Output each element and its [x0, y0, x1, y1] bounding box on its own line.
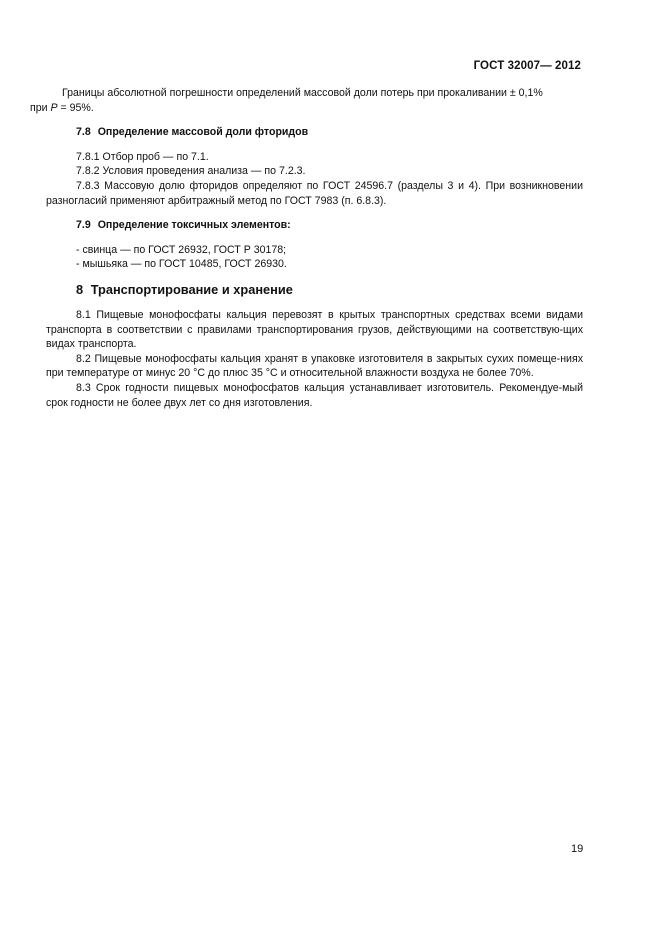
limits-line-2-prefix: при [30, 101, 51, 114]
section-8-title: Транспортирование и хранение [90, 281, 293, 297]
limits-line-2-suffix: = 95%. [57, 101, 94, 114]
item-7-8-1: 7.8.1 Отбор проб — по 7.1. [76, 150, 209, 163]
document-id-header: ГОСТ 32007— 2012 [473, 60, 581, 72]
toxic-element-arsenic: - мышьяка — по ГОСТ 10485, ГОСТ 26930. [76, 258, 287, 271]
paragraph-8-1: 8.1 Пищевые монофосфаты кальция перевозят в крытых транспортных средствах всеми видами транспорта в соответствии с правилами транспортирования грузов, действующими на соответствую-щих видах транспорта. [46, 308, 583, 351]
paragraph-8-2: 8.2 Пищевые монофосфаты кальция хранят в упаковке изготовителя в закрытых сухих помеще-ниях при температуре от минус 20 °С до плюс 35 °С и относительной влажности воздуха не более 70%. [46, 352, 583, 380]
limits-line-1: Границы абсолютной погрешности определений массовой доли потерь при прокаливании ± 0,1% [62, 87, 543, 99]
section-7-8-number: 7.8 [76, 126, 91, 139]
item-7-8-2: 7.8.2 Условия проведения анализа — по 7.2.3. [76, 165, 306, 178]
page-content [30, 86, 583, 410]
item-7-8-3: 7.8.3 Массовую долю фторидов определяют по ГОСТ 24596.7 (разделы 3 и 4). При возникновении разногласий применяют арбитражный метод по ГОСТ 7983 (п. 6.8.3). [46, 179, 583, 207]
section-7-9-title: Определение токсичных элементов: [97, 219, 291, 232]
section-8-heading [46, 282, 583, 298]
section-7-8-heading [46, 125, 583, 140]
toxic-element-lead: - свинца — по ГОСТ 26932, ГОСТ Р 30178; [76, 243, 287, 256]
section-7-8-title: Определение массовой доли фторидов [97, 126, 309, 139]
limits-paragraph [30, 86, 583, 115]
page-number: 19 [571, 843, 584, 855]
section-7-9-heading [46, 218, 583, 233]
section-8-number: 8 [76, 281, 84, 297]
section-7-9-number: 7.9 [76, 219, 91, 232]
paragraph-8-3: 8.3 Срок годности пищевых монофосфатов кальция устанавливает изготовитель. Рекомендуе-мый срок годности не более двух лет со дня изготовления. [46, 381, 583, 409]
probability-symbol: P [50, 101, 58, 114]
